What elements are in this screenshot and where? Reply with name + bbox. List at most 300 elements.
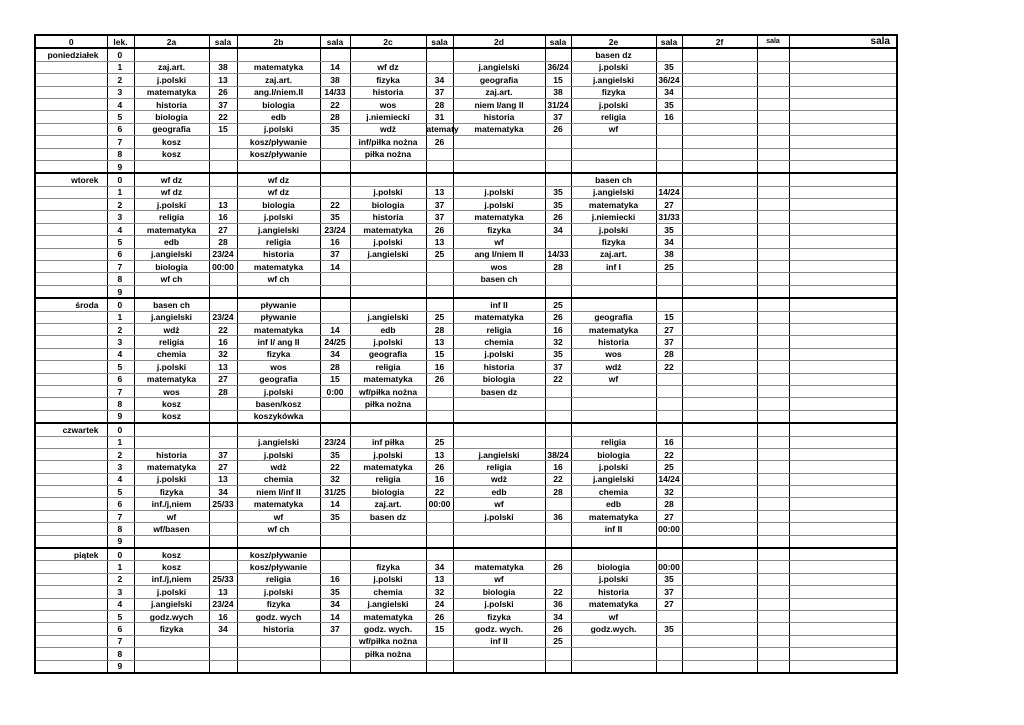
room-cell (656, 285, 682, 298)
subject-cell (571, 398, 656, 410)
room-cell (656, 423, 682, 436)
room-cell: 37 (320, 248, 350, 260)
subject-cell: godz. wych. (453, 623, 545, 635)
subject-cell: religia (453, 323, 545, 335)
subject-cell (789, 285, 897, 298)
room-cell (426, 160, 453, 173)
subject-cell: godz.wych. (571, 623, 656, 635)
table-row (35, 486, 897, 498)
subject-cell (789, 523, 897, 535)
subject-cell: j.angielski (571, 186, 656, 198)
lesson-number: 3 (107, 336, 134, 348)
subject-cell: historia (350, 211, 426, 223)
subject-cell (571, 148, 656, 160)
room-cell: 16 (209, 211, 237, 223)
room-cell: 28 (656, 348, 682, 360)
day-label (35, 160, 107, 173)
room-cell (757, 436, 789, 448)
room-cell: 37 (545, 111, 571, 123)
subject-cell (789, 148, 897, 160)
table-row (35, 285, 897, 298)
lesson-number: 3 (107, 86, 134, 98)
room-cell (757, 186, 789, 198)
lesson-number: 5 (107, 361, 134, 373)
day-label (35, 186, 107, 198)
subject-cell (682, 410, 757, 423)
subject-cell: j.polski (134, 361, 209, 373)
subject-cell (453, 285, 545, 298)
room-cell: 00:00 (209, 261, 237, 273)
header-day: 0 (35, 35, 107, 48)
room-cell: 14 (320, 61, 350, 73)
day-label (35, 461, 107, 473)
subject-cell: fizyka (134, 486, 209, 498)
room-cell: 35 (320, 510, 350, 522)
day-label (35, 336, 107, 348)
room-cell: 26 (426, 610, 453, 622)
room-cell (426, 660, 453, 673)
room-cell: 37 (209, 448, 237, 460)
room-cell: 36 (545, 510, 571, 522)
lesson-number: 4 (107, 98, 134, 110)
subject-cell (789, 635, 897, 647)
subject-cell (350, 535, 426, 548)
subject-cell: j.polski (453, 598, 545, 610)
subject-cell: wos (237, 361, 320, 373)
subject-cell (682, 486, 757, 498)
day-label (35, 436, 107, 448)
subject-cell: geografia (571, 311, 656, 323)
subject-cell (789, 573, 897, 585)
subject-cell (682, 136, 757, 148)
room-cell (656, 548, 682, 561)
subject-cell: wdż (453, 473, 545, 485)
subject-cell (789, 323, 897, 335)
table-row (35, 298, 897, 311)
room-cell (545, 548, 571, 561)
subject-cell (789, 211, 897, 223)
subject-cell (789, 336, 897, 348)
room-cell: 15 (656, 311, 682, 323)
room-cell: 28 (320, 361, 350, 373)
subject-cell (237, 648, 320, 660)
day-label (35, 148, 107, 160)
room-cell (426, 548, 453, 561)
subject-cell: matematyka (237, 261, 320, 273)
room-cell: 31/25 (320, 486, 350, 498)
room-cell: 27 (656, 598, 682, 610)
room-cell: 36 (545, 598, 571, 610)
room-cell (757, 535, 789, 548)
subject-cell (682, 498, 757, 510)
room-cell (757, 573, 789, 585)
room-cell: 22 (545, 586, 571, 598)
room-cell: 32 (545, 336, 571, 348)
subject-cell (682, 598, 757, 610)
room-cell: 23/24 (209, 311, 237, 323)
room-cell: 35 (320, 123, 350, 135)
room-cell: 27 (209, 223, 237, 235)
room-cell: 22 (426, 486, 453, 498)
subject-cell (350, 273, 426, 285)
subject-cell (134, 160, 209, 173)
room-cell (757, 598, 789, 610)
room-cell: 15 (545, 74, 571, 86)
room-cell (545, 285, 571, 298)
table-row (35, 373, 897, 385)
room-cell (757, 385, 789, 397)
subject-cell (682, 223, 757, 235)
room-cell (320, 523, 350, 535)
room-cell (545, 160, 571, 173)
room-cell: 35 (656, 573, 682, 585)
subject-cell: matematyka (571, 199, 656, 211)
room-cell: 14 (320, 323, 350, 335)
subject-cell (682, 610, 757, 622)
subject-cell: fizyka (134, 623, 209, 635)
subject-cell: j.angielski (237, 223, 320, 235)
subject-cell: kosz (134, 148, 209, 160)
room-cell: 34 (426, 561, 453, 573)
room-cell: 23/24 (209, 248, 237, 260)
subject-cell: wdż (134, 323, 209, 335)
subject-cell (789, 123, 897, 135)
header-room-2c: sala (426, 35, 453, 48)
subject-cell: piłka nożna (350, 148, 426, 160)
subject-cell (789, 248, 897, 260)
room-cell: 37 (426, 199, 453, 211)
room-cell (656, 160, 682, 173)
room-cell: 16 (209, 336, 237, 348)
subject-cell (134, 285, 209, 298)
table-row (35, 211, 897, 223)
room-cell (209, 186, 237, 198)
subject-cell: inf II (453, 635, 545, 647)
subject-cell: fizyka (453, 610, 545, 622)
subject-cell: historia (134, 448, 209, 460)
room-cell (426, 148, 453, 160)
subject-cell (789, 510, 897, 522)
room-cell: 28 (545, 486, 571, 498)
room-cell: 37 (656, 586, 682, 598)
subject-cell: inf/piłka nożna (350, 136, 426, 148)
table-row (35, 385, 897, 397)
room-cell: 26 (545, 123, 571, 135)
subject-cell: j.niemiecki (350, 111, 426, 123)
room-cell (757, 136, 789, 148)
room-cell: 28 (209, 385, 237, 397)
lesson-number: 3 (107, 586, 134, 598)
day-label (35, 561, 107, 573)
room-cell (757, 311, 789, 323)
subject-cell: wos (350, 98, 426, 110)
subject-cell: wf ch (237, 523, 320, 535)
table-row (35, 98, 897, 110)
room-cell (320, 173, 350, 186)
lesson-number: 0 (107, 423, 134, 436)
subject-cell: matematyka (134, 373, 209, 385)
table-row (35, 186, 897, 198)
subject-cell: matematyka (350, 223, 426, 235)
room-cell: 22 (209, 111, 237, 123)
subject-cell: matematyka (134, 223, 209, 235)
room-cell: 14 (320, 261, 350, 273)
subject-cell: j.angielski (350, 598, 426, 610)
subject-cell (789, 311, 897, 323)
room-cell (426, 398, 453, 410)
table-row (35, 336, 897, 348)
table-row (35, 223, 897, 235)
subject-cell (789, 361, 897, 373)
subject-cell: j.polski (350, 448, 426, 460)
table-row (35, 148, 897, 160)
room-cell (209, 510, 237, 522)
room-cell: 28 (320, 111, 350, 123)
subject-cell: piłka nożna (350, 648, 426, 660)
room-cell (757, 648, 789, 660)
lesson-number: 8 (107, 398, 134, 410)
room-cell: 14/24 (656, 186, 682, 198)
room-cell: 28 (426, 323, 453, 335)
subject-cell: wf/basen (134, 523, 209, 535)
subject-cell: geografia (134, 123, 209, 135)
subject-cell (789, 498, 897, 510)
subject-cell: j.angielski (453, 448, 545, 460)
subject-cell (789, 561, 897, 573)
table-row (35, 510, 897, 522)
room-cell: 37 (209, 98, 237, 110)
subject-cell: kosz/pływanie (237, 136, 320, 148)
subject-cell: ang.I/niem.II (237, 86, 320, 98)
room-cell (209, 548, 237, 561)
room-cell (545, 236, 571, 248)
room-cell: 22 (209, 323, 237, 335)
room-cell (757, 273, 789, 285)
subject-cell (350, 410, 426, 423)
subject-cell (789, 74, 897, 86)
subject-cell: godz. wych (237, 610, 320, 622)
room-cell (320, 148, 350, 160)
subject-cell: j.polski (571, 573, 656, 585)
room-cell: 34 (545, 610, 571, 622)
subject-cell: basen dz (350, 510, 426, 522)
subject-cell: edb (453, 486, 545, 498)
subject-cell: matematyka (134, 461, 209, 473)
day-label (35, 111, 107, 123)
subject-cell: basen ch (134, 298, 209, 311)
day-label (35, 486, 107, 498)
subject-cell (134, 535, 209, 548)
subject-cell: pływanie (237, 311, 320, 323)
subject-cell: basen dz (571, 48, 656, 61)
room-cell: 24/25 (320, 336, 350, 348)
lesson-number: 7 (107, 261, 134, 273)
room-cell: 35 (545, 199, 571, 211)
table-row (35, 74, 897, 86)
subject-cell (789, 461, 897, 473)
room-cell (426, 61, 453, 73)
room-cell: 28 (426, 98, 453, 110)
room-cell (757, 586, 789, 598)
room-cell (320, 186, 350, 198)
day-label (35, 473, 107, 485)
room-cell: 23/24 (209, 598, 237, 610)
subject-cell: wf (571, 610, 656, 622)
day-label: czwartek (35, 423, 107, 436)
subject-cell: j.polski (237, 385, 320, 397)
room-cell (320, 285, 350, 298)
table-row (35, 523, 897, 535)
room-cell: 32 (426, 586, 453, 598)
room-cell: 26 (426, 461, 453, 473)
table-row (35, 473, 897, 485)
header-row (35, 35, 897, 48)
day-label (35, 361, 107, 373)
subject-cell (237, 660, 320, 673)
subject-cell (789, 610, 897, 622)
room-cell (757, 498, 789, 510)
subject-cell: zaj.art. (237, 74, 320, 86)
subject-cell: religia (350, 361, 426, 373)
subject-cell (350, 298, 426, 311)
room-cell (757, 610, 789, 622)
table-row (35, 86, 897, 98)
subject-cell: wf (134, 510, 209, 522)
room-cell: 13 (209, 586, 237, 598)
room-cell (656, 373, 682, 385)
header-class-2e: 2e (571, 35, 656, 48)
room-cell (656, 173, 682, 186)
table-row (35, 573, 897, 585)
day-label (35, 610, 107, 622)
lesson-number: 0 (107, 298, 134, 311)
room-cell (209, 298, 237, 311)
subject-cell: wf (571, 373, 656, 385)
subject-cell (789, 398, 897, 410)
subject-cell: geografia (453, 74, 545, 86)
subject-cell (350, 548, 426, 561)
room-cell (757, 61, 789, 73)
table-row (35, 61, 897, 73)
subject-cell: historia (571, 586, 656, 598)
subject-cell: pływanie (237, 298, 320, 311)
subject-cell (789, 236, 897, 248)
table-row (35, 348, 897, 360)
room-cell (757, 486, 789, 498)
room-cell (545, 273, 571, 285)
subject-cell: biologia (571, 561, 656, 573)
table-row (35, 598, 897, 610)
day-label (35, 261, 107, 273)
lesson-number: 8 (107, 648, 134, 660)
subject-cell (682, 448, 757, 460)
room-cell (426, 48, 453, 61)
subject-cell (237, 285, 320, 298)
room-cell (545, 660, 571, 673)
room-cell (757, 635, 789, 647)
subject-cell (453, 173, 545, 186)
subject-cell: wdż (571, 361, 656, 373)
table-row (35, 160, 897, 173)
lesson-number: 5 (107, 236, 134, 248)
room-cell: 23/24 (320, 223, 350, 235)
subject-cell: religia (134, 336, 209, 348)
subject-cell (453, 535, 545, 548)
table-row (35, 623, 897, 635)
room-cell (426, 385, 453, 397)
room-cell: 16 (426, 473, 453, 485)
subject-cell: wf dz (237, 186, 320, 198)
subject-cell (682, 86, 757, 98)
room-cell (209, 648, 237, 660)
room-cell: 38/24 (545, 448, 571, 460)
day-label (35, 248, 107, 260)
lesson-number: 2 (107, 74, 134, 86)
subject-cell (682, 173, 757, 186)
subject-cell: wos (571, 348, 656, 360)
header-class-2d: 2d (453, 35, 545, 48)
subject-cell: koszykówka (237, 410, 320, 423)
table-row (35, 311, 897, 323)
subject-cell: zaj.art. (350, 498, 426, 510)
subject-cell (789, 373, 897, 385)
subject-cell: religia (453, 461, 545, 473)
subject-cell: fizyka (237, 348, 320, 360)
lesson-number: 6 (107, 373, 134, 385)
room-cell (320, 635, 350, 647)
room-cell: 26 (545, 623, 571, 635)
room-cell (320, 660, 350, 673)
table-row (35, 548, 897, 561)
subject-cell (682, 311, 757, 323)
subject-cell (682, 586, 757, 598)
subject-cell (682, 74, 757, 86)
day-label (35, 136, 107, 148)
room-cell (209, 285, 237, 298)
subject-cell (134, 423, 209, 436)
day-label (35, 586, 107, 598)
room-cell: 16 (320, 236, 350, 248)
subject-cell: j.angielski (134, 598, 209, 610)
subject-cell: inf II (571, 523, 656, 535)
table-row (35, 461, 897, 473)
subject-cell: j.angielski (350, 248, 426, 260)
table-row (35, 273, 897, 285)
day-label (35, 123, 107, 135)
room-cell (757, 48, 789, 61)
header-room-extra: sala (789, 35, 897, 48)
room-cell (209, 561, 237, 573)
room-cell (545, 385, 571, 397)
room-cell: 25 (426, 436, 453, 448)
lesson-number: 4 (107, 598, 134, 610)
room-cell: 35 (320, 586, 350, 598)
lesson-number: 4 (107, 348, 134, 360)
room-cell: 31 (426, 111, 453, 123)
table-row (35, 111, 897, 123)
room-cell: 00:00 (656, 523, 682, 535)
subject-cell: j.polski (571, 223, 656, 235)
subject-cell: godz.wych (134, 610, 209, 622)
lesson-number: 5 (107, 111, 134, 123)
room-cell: 25/33 (209, 498, 237, 510)
lesson-number: 7 (107, 136, 134, 148)
room-cell: 38 (320, 74, 350, 86)
subject-cell (682, 660, 757, 673)
room-cell (757, 236, 789, 248)
room-cell (757, 660, 789, 673)
subject-cell (682, 398, 757, 410)
